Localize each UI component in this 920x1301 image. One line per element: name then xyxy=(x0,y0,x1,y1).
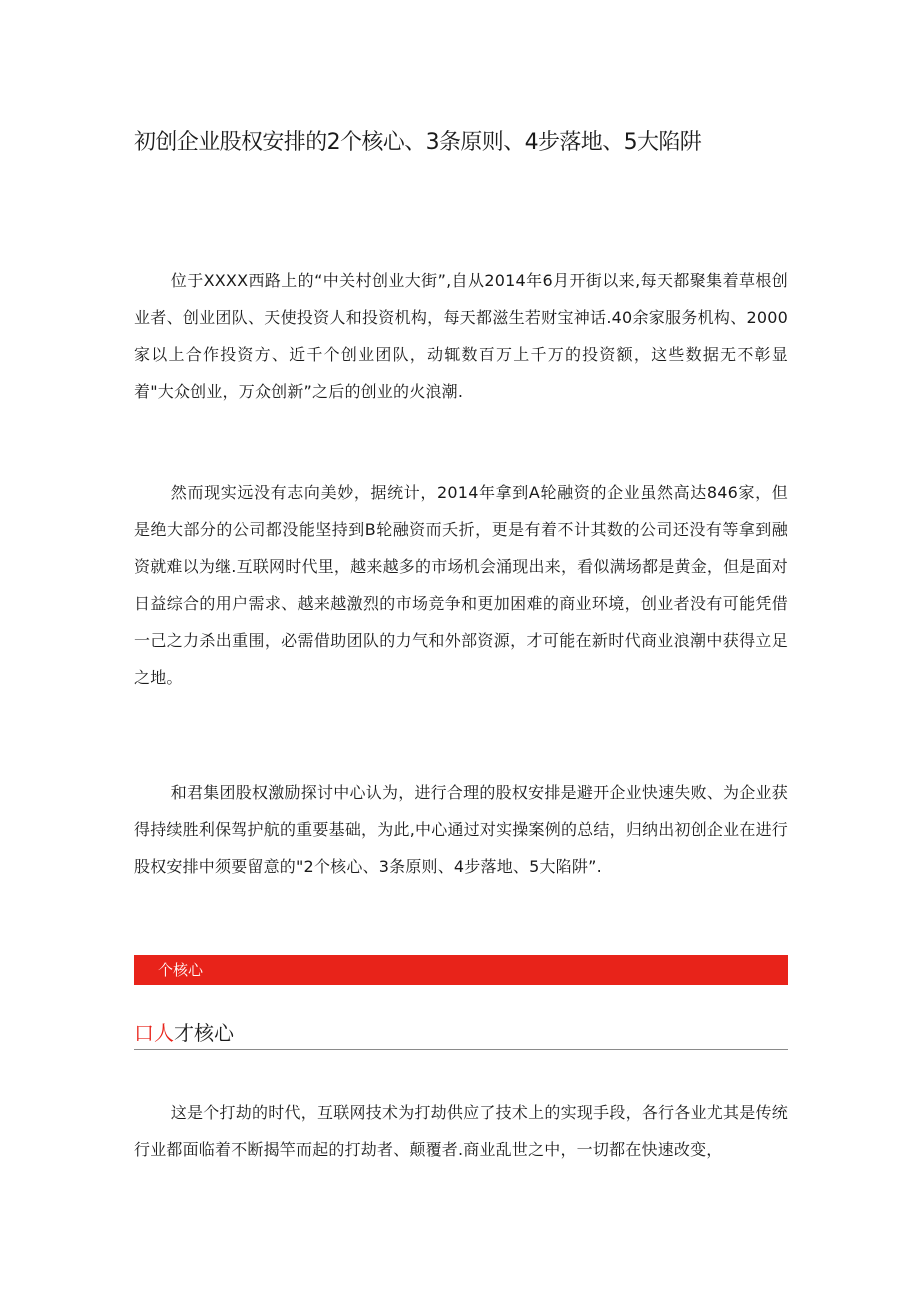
paragraph-disruption xyxy=(134,1094,788,1168)
paragraph-text: 和君集团股权激励探讨中心认为，进行合理的股权安排是避开企业快速失败、为企业获得持续胜利保驾护航的重要基础，为此,中心通过对实操案例的总结，归纳出初创企业在进行股权安排中须要留意的"2个核心、3条原则、4步落地、5大陷阱”. xyxy=(134,783,788,876)
paragraph-reality xyxy=(134,474,788,696)
document-title: 初创企业股权安排的2个核心、3条原则、4步落地、5大陷阱 xyxy=(134,130,702,155)
paragraph-intro xyxy=(134,262,788,410)
paragraph-text: 位于XXXX西路上的“中关村创业大街”,自从2014年6月开街以来,每天都聚集着草根创业者、创业团队、天使投资人和投资机构，每天都滋生若财宝神话.40余家服务机构、2000家以上合作投资方、近千个创业团队，动辄数百万上千万的投资额，这些数据无不彰显着"大众创业，万众创新”之后的创业的火浪潮. xyxy=(134,271,788,401)
paragraph-text: 这是个打劫的时代，互联网技术为打劫供应了技术上的实现手段，各行各业尤其是传统行业都面临着不断揭竿而起的打劫者、颠覆者.商业乱世之中，一切都在快速改变， xyxy=(134,1103,788,1159)
section-header-label: 个核心 xyxy=(158,961,204,979)
sub-heading-marker: 口人 xyxy=(134,1021,174,1045)
paragraph-text: 然而现实远没有志向美妙，据统计，2014年拿到A轮融资的企业虽然高达846家，但是绝大部分的公司都没能坚持到B轮融资而夭折，更是有着不计其数的公司还没有等拿到融资就难以为继.互联网时代里，越来越多的市场机会涌现出来，看似满场都是黄金，但是面对日益综合的用户需求、越来越激烈的市场竞争和更加困难的商业环境，创业者没有可能凭借一己之力杀出重围，必需借助团队的力气和外部资源，才可能在新时代商业浪潮中获得立足之地。 xyxy=(134,483,788,687)
section-header-bar xyxy=(134,955,788,985)
sub-heading xyxy=(134,1017,788,1050)
sub-heading-text: 才核心 xyxy=(174,1021,234,1045)
paragraph-hejun xyxy=(134,774,788,885)
